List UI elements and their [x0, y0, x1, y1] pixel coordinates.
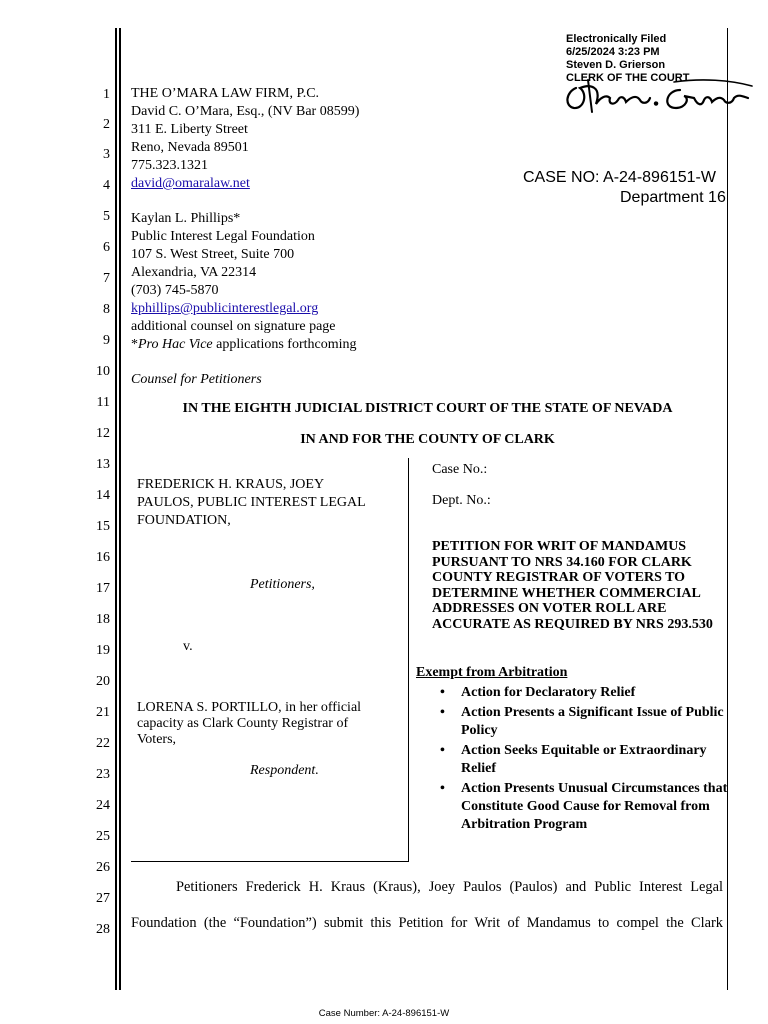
firm-phone: 775.323.1321 — [131, 158, 208, 173]
attorney2-name: Kaylan L. Phillips* — [131, 211, 241, 226]
line-number: 13 — [96, 457, 110, 472]
line-number: 8 — [103, 302, 110, 317]
county-heading: IN AND FOR THE COUNTY OF CLARK — [300, 432, 555, 447]
line-number: 28 — [96, 922, 110, 937]
footer-case-number: Case Number: A-24-896151-W — [318, 1008, 450, 1019]
exempt-list-item: • Action Presents a Significant Issue of Public Policy — [440, 704, 730, 740]
right-margin-rule — [727, 28, 728, 990]
firm-city: Reno, Nevada 89501 — [131, 140, 249, 155]
filing-stamp-clerk-title: CLERK OF THE COURT — [566, 72, 690, 84]
exempt-heading: Exempt from Arbitration — [416, 665, 568, 680]
line-number: 20 — [96, 674, 110, 689]
exempt-list — [440, 684, 730, 836]
left-margin-rule-inner — [119, 28, 121, 990]
line-number: 15 — [96, 519, 110, 534]
case-no-label: Case No.: — [432, 462, 488, 477]
line-number: 1 — [103, 87, 110, 102]
line-number: 16 — [96, 550, 110, 565]
additional-counsel-note: additional counsel on signature page — [131, 319, 336, 334]
firm-name: THE O’MARA LAW FIRM, P.C. — [131, 86, 320, 101]
attorney2-email-link[interactable]: kphillips@publicinterestlegal.org — [131, 301, 319, 316]
petition-title: PETITION FOR WRIT OF MANDAMUS PURSUANT TO NRS 34.160 FOR CLARK COUNTY REGISTRAR OF VOTERS TO DETERMINE WHETHER COMMERCIAL ADDRESSES ON VOTER ROLL ARE ACCURATE AS REQUIRED BY NRS 293.530 — [432, 539, 713, 632]
department-stamp: Department 16 — [620, 189, 726, 206]
respondent-name-line: LORENA S. PORTILLO, in her official — [137, 700, 362, 715]
clerk-signature — [562, 76, 754, 118]
case-number-stamp: CASE NO: A-24-896151-W — [523, 169, 716, 186]
exempt-list-item: • Action Seeks Equitable or Extraordinary Relief — [440, 742, 730, 778]
petitioners-names-line: FOUNDATION, — [137, 513, 231, 528]
pro-hac-vice-italic: Pro Hac Vice — [138, 337, 213, 352]
line-number: 14 — [96, 488, 110, 503]
body-paragraph-line: Foundation (the “Foundation”) submit this Petition for Writ of Mandamus to compel the Clark — [131, 915, 723, 931]
respondent-label: Respondent. — [250, 763, 319, 778]
line-number: 17 — [96, 581, 110, 596]
left-margin-rule-outer — [115, 28, 117, 990]
attorney-email-link[interactable]: david@omaralaw.net — [131, 176, 250, 191]
exempt-list-item: • Action Presents Unusual Circumstances that Constitute Good Cause for Removal from Arbitration Program — [440, 780, 730, 834]
line-number: 9 — [103, 333, 110, 348]
pro-hac-vice-note — [131, 336, 357, 354]
court-heading: IN THE EIGHTH JUDICIAL DISTRICT COURT OF THE STATE OF NEVADA — [182, 401, 673, 416]
line-number: 12 — [96, 426, 110, 441]
line-number: 3 — [103, 147, 110, 162]
pro-hac-asterisk: * — [131, 337, 138, 352]
attorney2-city: Alexandria, VA 22314 — [131, 265, 257, 280]
line-number: 6 — [103, 240, 110, 255]
attorney2-phone: (703) 745-5870 — [131, 283, 219, 298]
line-number: 21 — [96, 705, 110, 720]
body-paragraph-line: Petitioners Frederick H. Kraus (Kraus), Joey Paulos (Paulos) and Public Interest Legal — [176, 879, 723, 895]
petitioners-label: Petitioners, — [250, 577, 315, 592]
exempt-list-item: • Action for Declaratory Relief — [440, 684, 730, 702]
filing-stamp-line: Electronically Filed — [566, 33, 667, 45]
petitioners-names-line: PAULOS, PUBLIC INTEREST LEGAL — [137, 495, 366, 510]
attorney2-org: Public Interest Legal Foundation — [131, 229, 315, 244]
line-number: 4 — [103, 178, 110, 193]
respondent-name-line: Voters, — [137, 732, 177, 747]
line-number: 26 — [96, 860, 110, 875]
caption-bottom-rule — [131, 861, 409, 862]
line-number: 5 — [103, 209, 110, 224]
counsel-for-label: Counsel for Petitioners — [131, 372, 262, 387]
respondent-name-line: capacity as Clark County Registrar of — [137, 716, 349, 731]
filing-stamp-date: 6/25/2024 3:23 PM — [566, 46, 660, 58]
petitioners-names-line: FREDERICK H. KRAUS, JOEY — [137, 477, 325, 492]
attorney2-street: 107 S. West Street, Suite 700 — [131, 247, 295, 262]
line-number: 2 — [103, 117, 110, 132]
line-number: 7 — [103, 271, 110, 286]
line-number: 27 — [96, 891, 110, 906]
versus-label: v. — [183, 639, 193, 654]
pro-hac-vice-rest: applications forthcoming — [212, 337, 357, 352]
line-number: 23 — [96, 767, 110, 782]
line-number: 25 — [96, 829, 110, 844]
line-number: 19 — [96, 643, 110, 658]
caption-vertical-divider — [408, 458, 409, 862]
line-number: 18 — [96, 612, 110, 627]
attorney-name: David C. O’Mara, Esq., (NV Bar 08599) — [131, 104, 360, 119]
line-number: 11 — [96, 395, 110, 410]
dept-no-label: Dept. No.: — [432, 493, 491, 508]
line-number: 24 — [96, 798, 110, 813]
filing-stamp-clerk-name: Steven D. Grierson — [566, 59, 666, 71]
line-number: 22 — [96, 736, 110, 751]
line-number: 10 — [96, 364, 110, 379]
firm-street: 311 E. Liberty Street — [131, 122, 248, 137]
